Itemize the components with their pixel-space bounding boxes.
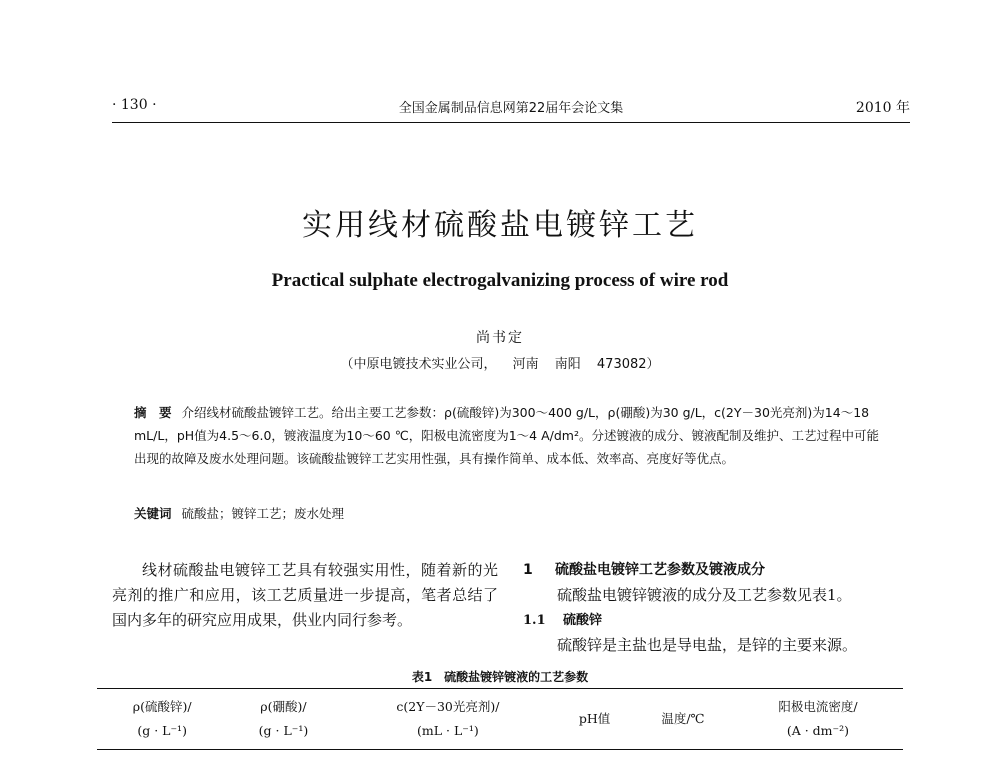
title-chinese: 实用线材硫酸盐电镀锌工艺 [302, 208, 698, 243]
affiliation-org: （中原电镀技术实业公司， [340, 357, 497, 372]
author-affiliation [0, 353, 1000, 372]
subsection-1-1-number: 1.1 [523, 613, 546, 628]
affiliation-postcode: 473082） [596, 357, 660, 372]
affiliation-province: 河南 [512, 357, 539, 372]
title-english: Practical sulphate electrogalvanizing process of wire rod [271, 270, 729, 291]
keywords-text: 硫酸盐；镀锌工艺；废水处理 [181, 506, 345, 521]
keywords [134, 504, 880, 522]
section-1-paragraph: 硫酸盐电镀锌镀液的成分及工艺参数见表1。 [557, 586, 852, 604]
intro-paragraph: 线材硫酸盐电镀锌工艺具有较强实用性，随着新的光亮剂的推广和应用，该工艺质量进一步提高，笔者总结了国内多年的研究应用成果，供业内同行参考。 [112, 561, 498, 629]
header-zinc-sulfate: ρ(硫酸锌)/ (g · L⁻¹) [132, 699, 192, 738]
section-1-heading [523, 558, 913, 583]
header-ph: pH值 [578, 711, 611, 726]
header-current-density: 阳极电流密度/ (A · dm⁻²) [778, 699, 858, 738]
section-1-number: 1 [523, 562, 533, 578]
abstract-label: 摘 要 [134, 405, 172, 420]
header-boric-acid: ρ(硼酸)/ (g · L⁻¹) [258, 699, 309, 738]
publication-year: 2010 年 [855, 100, 910, 116]
header-brightener: c(2Y－30光亮剂)/ (mL · L⁻¹) [396, 699, 500, 738]
page-header [112, 97, 910, 119]
journal-title: 全国金属制品信息网第22届年会论文集 [398, 101, 624, 116]
affiliation-city: 南阳 [554, 357, 581, 372]
parameter-table [97, 688, 903, 750]
author-name: 尚书定 [476, 330, 524, 346]
header-rule [112, 122, 910, 123]
keywords-label: 关键词 [134, 506, 172, 521]
subsection-1-1-paragraph: 硫酸锌是主盐也是导电盐，是锌的主要来源。 [557, 636, 858, 654]
abstract-text: 介绍线材硫酸盐镀锌工艺。给出主要工艺参数：ρ(硫酸锌)为300～400 g/L，ρ(硼酸)为30 g/L，c(2Y－30光亮剂)为14～18 mL/L，pH值为4.5～6.0，镀液温度为10～60 ℃，阳极电流密度为1～4 A/dm²。分述镀液的成分、镀液配制及维护、工艺过程中可能出现的故障及废水处理问题。该硫酸盐镀锌工艺实用性强，具有操作简单、成本低、效率高、亮度好等优点。 [134, 405, 879, 466]
page-number: · 130 · [112, 97, 157, 113]
abstract [134, 401, 880, 470]
section-1 [523, 558, 913, 658]
table-caption: 表1 硫酸盐镀锌镀液的工艺参数 [411, 670, 589, 684]
subsection-1-1-heading [523, 608, 913, 633]
table-header-row [97, 689, 903, 750]
subsection-1-1-title: 硫酸锌 [563, 613, 603, 628]
header-temperature: 温度/℃ [661, 711, 705, 726]
section-1-title: 硫酸盐电镀锌工艺参数及镀液成分 [555, 562, 765, 578]
